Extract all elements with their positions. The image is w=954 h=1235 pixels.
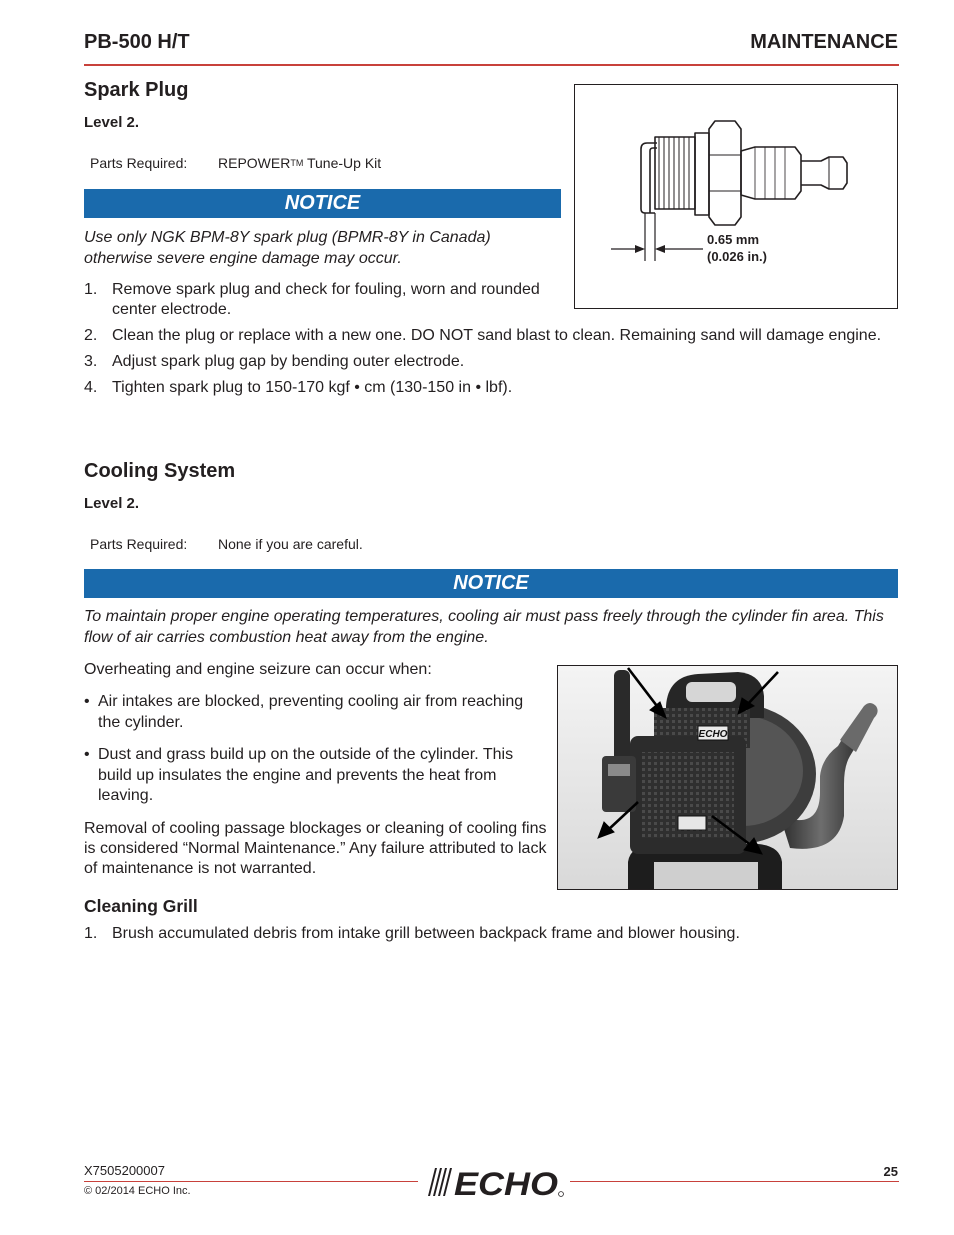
spark-plug-diagram [575,85,897,308]
spark-step-3: 3. Adjust spark plug gap by bending outer electrode. [84,353,465,370]
spark-plug-parts [90,155,381,171]
cooling-title: Cooling System [84,460,236,482]
spark-step-1: 1. Remove spark plug and check for fouling, worn and rounded center electrode. [84,281,540,318]
page-number: 25 [883,1164,898,1179]
cleaning-grill-steps [84,924,899,950]
cooling-notice-banner: NOTICE [84,569,898,598]
parts-value-rest: Tune-Up Kit [303,155,382,171]
cooling-parts [90,536,363,552]
cooling-level: Level 2. [84,495,140,512]
bullet-item: • Dust and grass build up on the outside of the cylinder. This build up insulates the engine and prevents the heat from leaving. [84,746,514,804]
footer-rule-right [570,1181,899,1182]
spark-step-2: 2. Clean the plug or replace with a new one. DO NOT sand blast to clean. Remaining sand will damage engine. [84,327,882,344]
model-name: PB-500 H/T [84,31,190,53]
spark-plug-title: Spark Plug [84,79,189,101]
parts-label: Parts Required: [90,155,188,171]
spark-plug-figure [574,84,898,309]
part-number: X7505200007 [84,1163,165,1178]
cooling-bullets [84,692,546,819]
cooling-removal-text: Removal of cooling passage blockages or cleaning of cooling fins is considered “Normal Maintenance.” Any failure attributed to lack of maintenance is not warranted. [84,820,547,877]
cooling-notice-text: To maintain proper engine operating temperatures, cooling air must pass freely through the cylinder fin area. This flow of air carries combustion heat away from the engine. [84,608,884,646]
blower-photo [557,665,898,890]
header-rule [84,64,899,66]
echo-logo-text: ECHO [454,1166,559,1198]
gap-in: (0.026 in.) [707,249,767,264]
parts-value: REPOWER [218,155,291,171]
cooling-parts-label: Parts Required: [90,536,188,552]
spark-plug-level: Level 2. [84,114,140,131]
grill-step-1: 1. Brush accumulated debris from intake grill between backpack frame and blower housing. [84,925,740,942]
spark-plug-notice-banner: NOTICE [84,189,561,218]
trademark-mark: TM [290,158,304,168]
spark-step-4: 4. Tighten spark plug to 150-170 kgf • cm (130-150 in • lbf). [84,379,513,396]
footer-rule-left [84,1181,418,1182]
blower-illustration [558,666,897,889]
photo-brand-badge: ECHO [698,729,728,740]
bullet-item: • Air intakes are blocked, preventing cooling air from reaching the cylinder. [84,693,524,731]
cooling-intro: Overheating and engine seizure can occur when: [84,661,432,678]
echo-logo [420,1164,566,1198]
spark-plug-steps [84,280,899,404]
cleaning-grill-title: Cleaning Grill [84,896,198,916]
section-name: MAINTENANCE [750,31,898,53]
gap-label [707,231,767,265]
gap-mm: 0.65 mm [707,232,760,247]
spark-plug-notice-text: Use only NGK BPM-8Y spark plug (BPMR-8Y in Canada) otherwise severe engine damage may occur. [84,229,491,267]
cooling-parts-value: None if you are careful. [218,536,363,552]
echo-logo-mark [420,1164,566,1198]
copyright: © 02/2014 ECHO Inc. [84,1185,191,1197]
